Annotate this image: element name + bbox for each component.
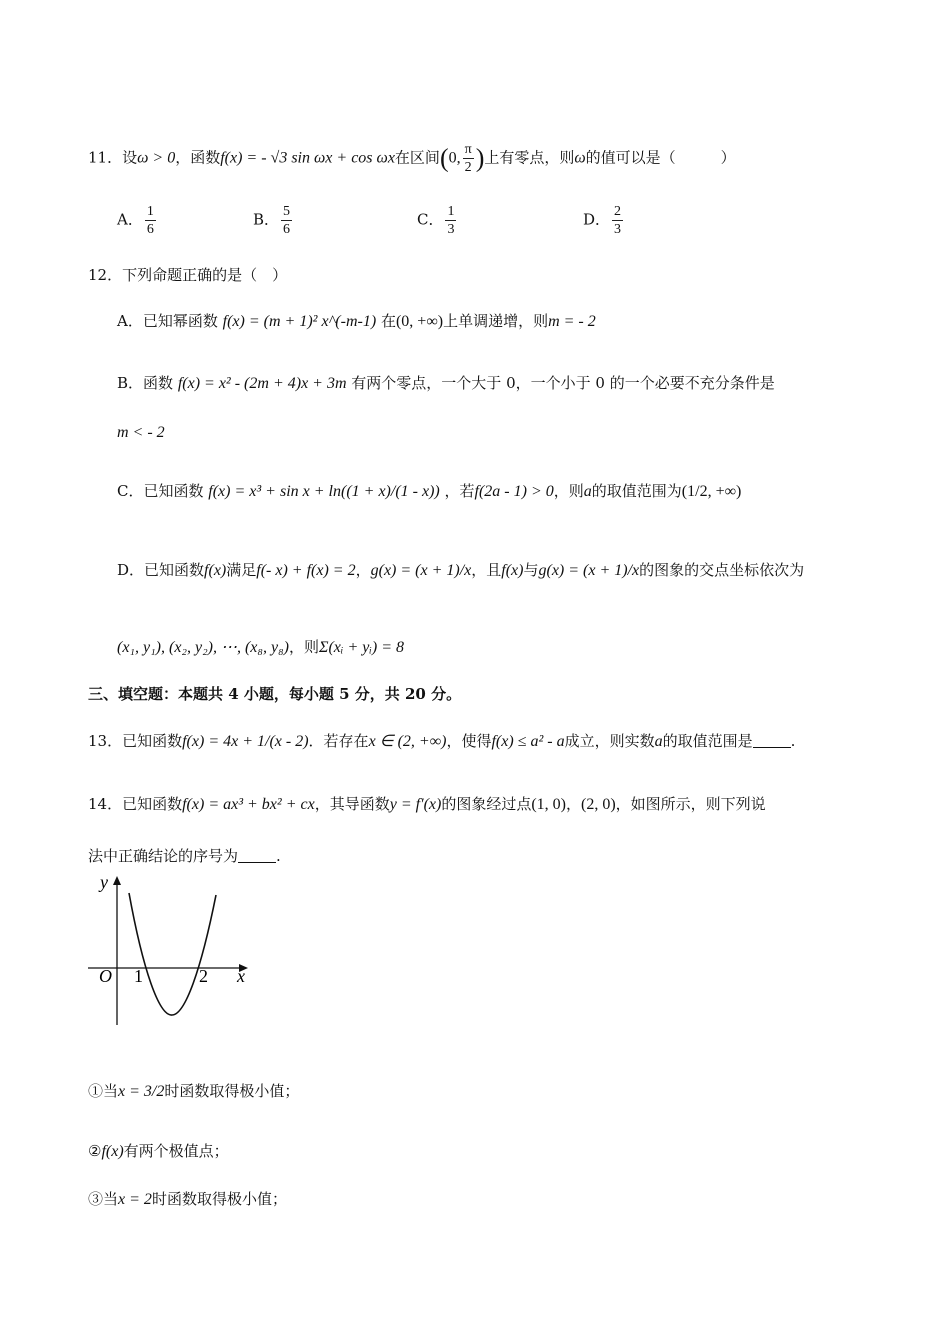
statement-1: ①当x = 3/2时函数取得极小值； (88, 1082, 300, 1100)
q12-option-c: C．已知函数 f(x) = x³ + sin x + ln((1 + x)/(1 - x)) ，若f(2a - 1) > 0，则a的取值范围为(1/2, +∞) (117, 482, 742, 500)
q11-option-a: A． $\frac{1}{6}$ (117, 204, 154, 237)
q11-option-d: D． $\frac{2}{3}$ (583, 204, 622, 237)
q11-stem: 11．设ω > 0，函数f(x) = - √3 sin ωx + cos ωx在区间(0, $\frac{\pi}{2}$ )上有零点，则ω的值可以是（ ） (88, 142, 736, 175)
q12-option-d-points: (x₁, y₁), (x₂, y₂), ⋯, (x₈, y₈)，则Σ(xᵢ + yᵢ) = 8 (117, 638, 404, 656)
q12-option-a: A．已知幂函数 f(x) = (m + 1)² x^(-m-1) 在(0, +∞)上单调递增，则m = - 2 (117, 312, 596, 330)
tick-label-2: 2 (199, 966, 208, 986)
q12-option-b: B．函数 f(x) = x² - (2m + 4)x + 3m 有两个零点，一个大于 0，一个小于 0 的一个必要不充分条件是 (117, 374, 775, 392)
q11-option-b: B． $\frac{5}{6}$ (253, 204, 291, 237)
q14-stem: 14．已知函数f(x) = ax³ + bx² + cx，其导函数y = f′(x)的图象经过点(1, 0)，(2, 0)，如图所示，则下列说 (88, 795, 766, 813)
q13-stem: 13．已知函数f(x) = 4x + 1/(x - 2)．若存在x ∈ (2, +∞)，使得f(x) ≤ a² - a成立，则实数a的取值范围是 . (88, 732, 796, 750)
statement-3: ③当x = 2时函数取得极小值； (88, 1190, 287, 1208)
q12-stem: 12．下列命题正确的是（ ） (88, 266, 288, 284)
q11-cond: ω > 0 (137, 149, 176, 167)
statement-2: ②f(x)有两个极值点； (88, 1142, 229, 1160)
derivative-graph (85, 870, 265, 1030)
origin-label: O (99, 966, 112, 986)
q11-func: f(x) = - √3 sin ωx + cos ωx (220, 149, 395, 167)
q12-option-d: D．已知函数f(x)满足f(- x) + f(x) = 2，g(x) = (x + 1)/x，且f(x)与g(x) = (x + 1)/x的图象的交点坐标依次为 (117, 561, 805, 579)
tick-label-1: 1 (134, 966, 143, 986)
q12-option-b-result: m < - 2 (117, 424, 165, 441)
derivative-curve (129, 893, 216, 1015)
q11-option-c: C． $\frac{1}{3}$ (417, 204, 455, 237)
q14-answer-blank (238, 848, 276, 863)
q14-stem-cont: 法中正确结论的序号为 . (88, 847, 281, 865)
y-axis-arrow (113, 876, 121, 885)
x-axis-label: x (237, 966, 245, 986)
y-axis-label: y (100, 872, 108, 892)
q13-answer-blank (753, 733, 791, 748)
section-3-heading: 三、填空题：本题共 4 小题，每小题 5 分，共 20 分。 (88, 685, 462, 703)
